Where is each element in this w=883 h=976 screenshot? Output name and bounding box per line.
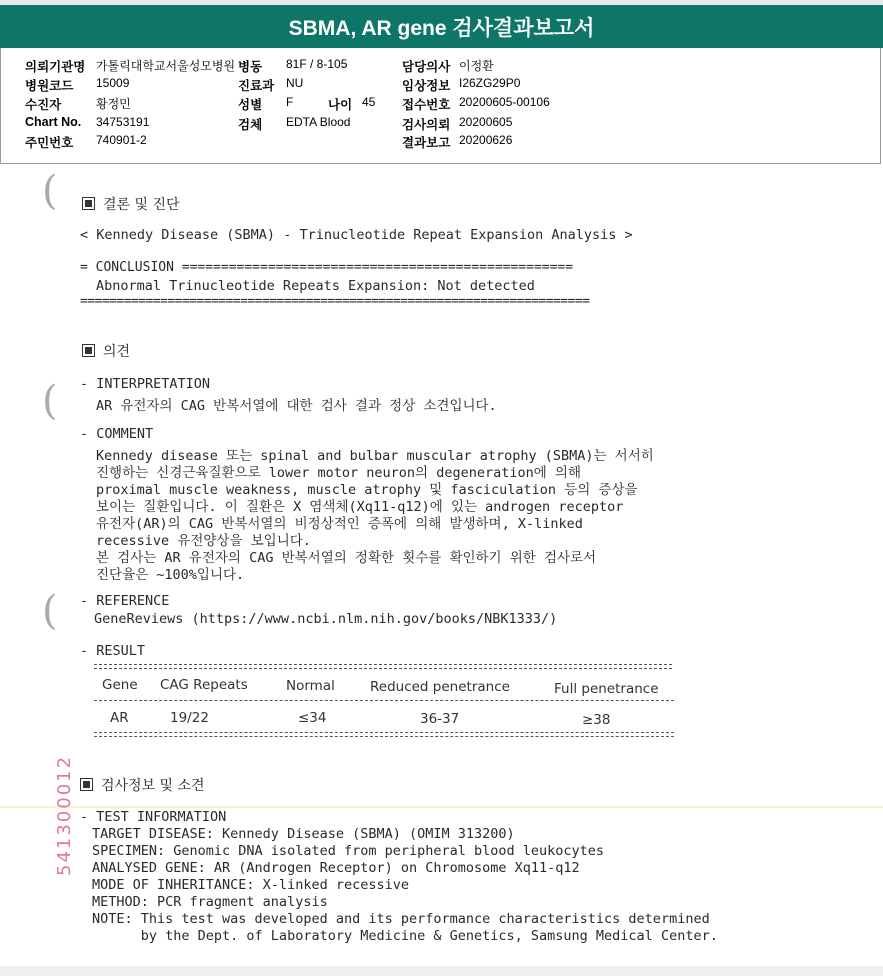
comment-line: 진단율은 ~100%입니다. <box>96 567 245 583</box>
clinical-info-label: 임상정보 <box>402 79 451 93</box>
checkbox-square-icon <box>82 344 95 357</box>
id-label: 주민번호 <box>25 136 74 150</box>
test-name: < Kennedy Disease (SBMA) - Trinucleotide Repeat Expansion Analysis > <box>80 227 633 243</box>
report-value: 20200626 <box>459 133 513 147</box>
punch-hole-mark: ( <box>42 378 58 424</box>
section-heading-conclusion: 결론 및 진단 <box>82 194 180 214</box>
table-rule-top <box>94 664 672 665</box>
conclusion-rule: ====================================================================== <box>80 294 590 309</box>
table-cell: ≥38 <box>582 712 611 728</box>
punch-hole-mark: ( <box>42 588 58 634</box>
table-cell: AR <box>110 710 129 726</box>
checkbox-square-icon <box>80 778 93 791</box>
table-cell: 36-37 <box>420 711 460 727</box>
test-info-line: - TEST INFORMATION <box>80 809 227 825</box>
table-rule-bottom <box>94 736 674 737</box>
department-label: 진료과 <box>238 79 275 93</box>
test-info-line: METHOD: PCR fragment analysis <box>92 894 328 910</box>
age-label: 나이 <box>328 98 353 112</box>
id-value: 740901-2 <box>96 133 147 147</box>
test-info-line: TARGET DISEASE: Kennedy Disease (SBMA) (OMIM 313200) <box>92 826 515 842</box>
specimen-label: 검체 <box>238 118 263 132</box>
conclusion-line: = CONCLUSION ================================================== <box>80 260 574 275</box>
scanned-report <box>0 166 883 976</box>
section-heading-test-info: 검사정보 및 소견 <box>80 775 205 795</box>
ward-value: 81F / 8-105 <box>286 57 348 71</box>
table-rule-mid <box>94 700 674 701</box>
table-header-cell: Reduced penetrance <box>370 679 510 695</box>
hospital-code-value: 15009 <box>96 76 130 90</box>
institution-label: 의뢰기관명 <box>25 60 86 74</box>
receipt-label: 접수번호 <box>402 98 451 112</box>
report-title: SBMA, AR gene 검사결과보고서 <box>0 0 883 48</box>
age-value: 45 <box>362 95 376 109</box>
comment-line: 본 검사는 AR 유전자의 CAG 반복서열의 정확한 횟수를 확인하기 위한 검사로서 <box>96 550 597 566</box>
table-header-cell: Normal <box>286 678 335 694</box>
table-header-cell: Gene <box>102 677 138 693</box>
doctor-label: 담당의사 <box>402 60 451 74</box>
reference-label: - REFERENCE <box>80 593 170 609</box>
sex-label: 성별 <box>238 98 263 112</box>
chart-value: 34753191 <box>96 115 150 129</box>
clinical-info-value: I26ZG29P0 <box>459 76 521 90</box>
table-rule-bottom <box>94 732 674 733</box>
doctor-value: 이정환 <box>459 59 494 73</box>
report-label: 결과보고 <box>402 136 451 150</box>
comment-line: 유전자(AR)의 CAG 반복서열의 비정상적인 증폭에 의해 발생하며, X-linked <box>96 516 583 532</box>
patient-header <box>0 48 881 164</box>
test-info-line: SPECIMEN: Genomic DNA isolated from peripheral blood leukocytes <box>92 843 605 859</box>
comment-line: recessive 유전양상을 보입니다. <box>96 533 311 549</box>
conclusion-text: Abnormal Trinucleotide Repeats Expansion: Not detected <box>96 278 535 294</box>
receipt-value: 20200605-00106 <box>459 95 550 109</box>
stamp-number: 541300012 <box>54 754 75 876</box>
punch-hole-mark: ( <box>42 168 58 214</box>
table-cell: ≤34 <box>298 710 327 726</box>
patient-label: 수진자 <box>25 98 62 112</box>
result-label: - RESULT <box>80 643 146 659</box>
request-label: 검사의뢰 <box>402 118 451 132</box>
comment-label: - COMMENT <box>80 426 154 442</box>
hospital-code-label: 병원코드 <box>25 79 74 93</box>
test-info-line: NOTE: This test was developed and its performance characteristics determined <box>92 911 710 927</box>
table-header-cell: CAG Repeats <box>160 677 248 693</box>
interpretation-text: AR 유전자의 CAG 반복서열에 대한 검사 결과 정상 소견입니다. <box>96 398 497 414</box>
checkbox-square-icon <box>82 197 95 210</box>
scan-highlight-line <box>0 806 883 808</box>
table-header-cell: Full penetrance <box>554 681 659 697</box>
comment-line: proximal muscle weakness, muscle atrophy 및 fasciculation 등의 증상을 <box>96 482 638 498</box>
test-info-line: by the Dept. of Laboratory Medicine & Genetics, Samsung Medical Center. <box>92 928 718 944</box>
specimen-value: EDTA Blood <box>286 115 351 129</box>
institution-value: 가톨릭대학교서울성모병원 <box>96 59 236 73</box>
table-rule-top <box>94 668 672 669</box>
reference-text: GeneReviews (https://www.ncbi.nlm.nih.gov/books/NBK1333/) <box>94 611 558 627</box>
test-info-line: MODE OF INHERITANCE: X-linked recessive <box>92 877 409 893</box>
viewer-bottom-edge <box>0 966 883 976</box>
section-heading-opinion: 의견 <box>82 341 130 361</box>
department-value: NU <box>286 76 304 90</box>
comment-line: 보이는 질환입니다. 이 질환은 X 염색체(Xq11-q12)에 있는 androgen receptor <box>96 499 624 515</box>
interpretation-label: - INTERPRETATION <box>80 376 211 392</box>
table-cell: 19/22 <box>170 710 209 726</box>
comment-line: 진행하는 신경근육질환으로 lower motor neuron의 degeneration에 의해 <box>96 465 581 481</box>
ward-label: 병동 <box>238 60 263 74</box>
test-info-line: ANALYSED GENE: AR (Androgen Receptor) on Chromosome Xq11-q12 <box>92 860 580 876</box>
chart-label: Chart No. <box>25 115 82 129</box>
comment-line: Kennedy disease 또는 spinal and bulbar muscular atrophy (SBMA)는 서서히 <box>96 448 654 464</box>
patient-value: 황정민 <box>96 97 131 111</box>
request-value: 20200605 <box>459 115 513 129</box>
sex-value: F <box>286 95 294 109</box>
